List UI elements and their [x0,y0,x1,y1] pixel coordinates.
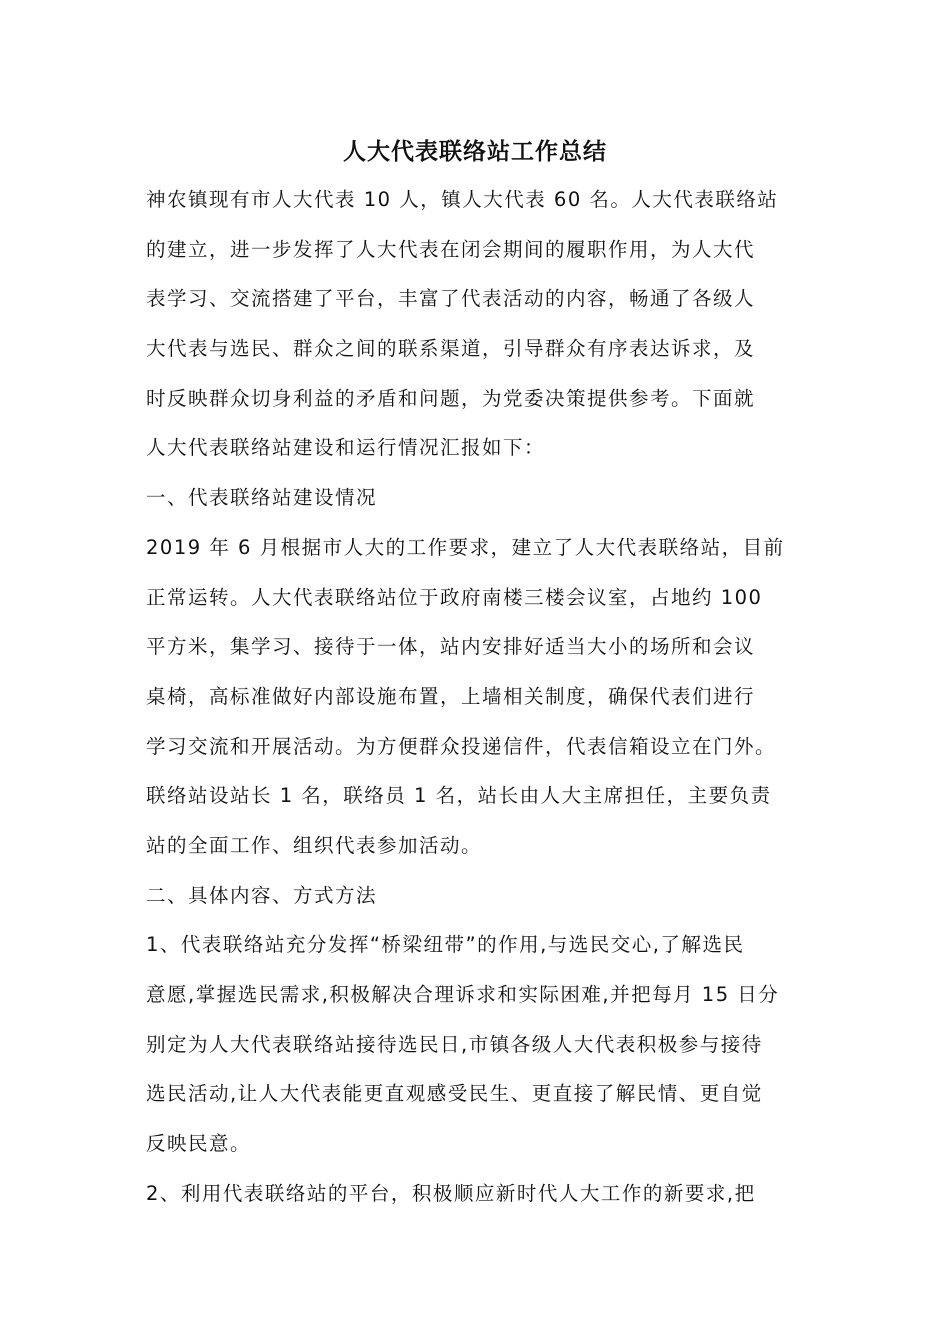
text-line: 2019 年 6 月根据市人大的工作要求，建立了人大代表联络站，目前 [146,535,785,559]
text-line: 1、代表联络站充分发挥“桥梁纽带”的作用,与选民交心,了解选民 [146,933,745,957]
text-line: 时反映群众切身利益的矛盾和问题，为党委决策提供参考。下面就 [146,386,756,410]
text-line: 正常运转。人大代表联络站位于政府南楼三楼会议室，占地约 100 [146,585,763,609]
text-line: 2、利用代表联络站的平台，积极顺应新时代人大工作的新要求,把 [146,1181,756,1205]
text-line: 的建立，进一步发挥了人大代表在闭会期间的履职作用，为人大代 [146,237,756,261]
text-line: 桌椅，高标准做好内部设施布置，上墙相关制度，确保代表们进行 [146,684,756,708]
text-line: 人大代表联络站建设和运行情况汇报如下： [146,436,546,460]
text-line: 别定为人大代表联络站接待选民日,市镇各级人大代表积极参与接待 [146,1032,763,1056]
document-title: 人大代表联络站工作总结 [343,139,607,165]
text-line: 联络站设站长 1 名，联络员 1 名，站长由人大主席担任，主要负责 [146,784,772,808]
text-line: 神农镇现有市人大代表 10 人，镇人大代表 60 名。人大代表联络站 [146,188,779,211]
section-heading: 一、代表联络站建设情况 [146,486,378,510]
text-line: 学习交流和开展活动。为方便群众投递信件，代表信箱设立在门外。 [146,734,777,758]
text-line: 反映民意。 [146,1132,252,1156]
text-line: 平方米，集学习、接待于一体，站内安排好适当大小的场所和会议 [146,635,756,659]
text-line: 选民活动,让人大代表能更直观感受民生、更直接了解民情、更自觉 [146,1082,763,1106]
section-heading: 二、具体内容、方式方法 [146,883,378,907]
text-line: 站的全面工作、组织代表参加活动。 [146,833,483,857]
text-line: 意愿,掌握选民需求,积极解决合理诉求和实际困难,并把每月 15 日分 [146,983,780,1006]
text-line: 大代表与选民、群众之间的联系渠道，引导群众有序表达诉求，及 [146,337,756,361]
document-body [146,180,826,1223]
text-line: 表学习、交流搭建了平台，丰富了代表活动的内容，畅通了各级人 [146,287,756,311]
